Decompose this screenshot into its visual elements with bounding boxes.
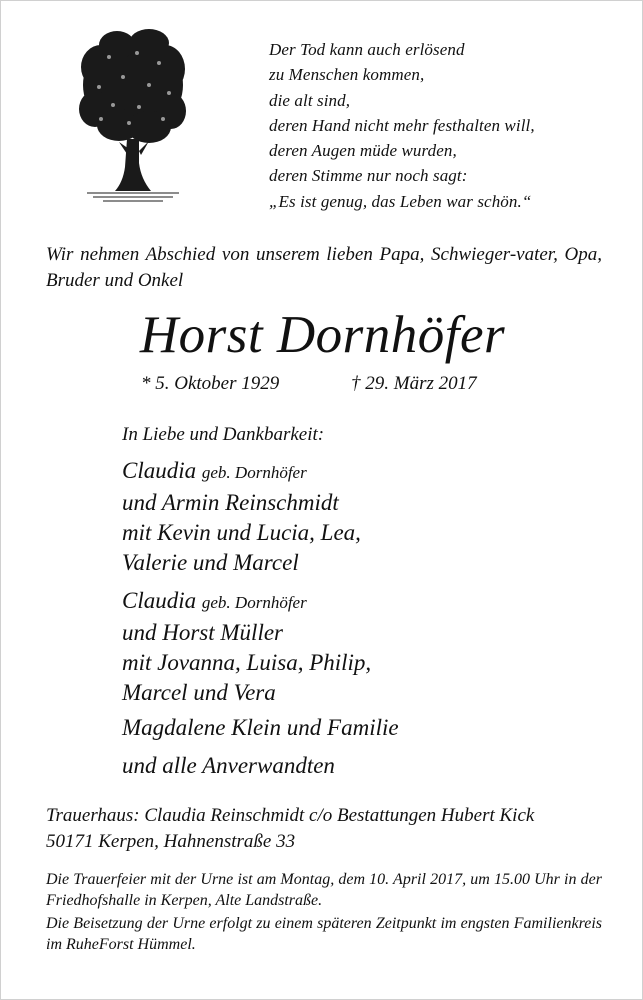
- mourner-line: mit Kevin und Lucia, Lea,: [122, 520, 361, 545]
- mourner-line: und Horst Müller: [122, 620, 283, 645]
- poem-line: zu Menschen kommen,: [269, 65, 425, 85]
- poem-line: die alt sind,: [269, 90, 351, 110]
- mourner-line: und Armin Reinschmidt: [122, 490, 339, 515]
- birth-date: * 5. Oktober 1929: [141, 373, 280, 394]
- mourner-group-2: [122, 586, 602, 708]
- mourner-line: [122, 456, 602, 488]
- farewell-text: Wir nehmen Abschied von unserem lieben Papa, Schwieger-vater, Opa, Bruder und Onkel: [46, 244, 602, 291]
- address-line: Trauerhaus: Claudia Reinschmidt c/o Bestattungen Hubert Kick: [46, 805, 535, 826]
- maiden-name: geb. Dornhöfer: [201, 593, 307, 612]
- mourner-first-name: Claudia: [122, 458, 197, 483]
- oak-tree-icon: [79, 27, 187, 205]
- death-date: † 29. März 2017: [351, 373, 477, 394]
- mourner-line: [122, 586, 602, 618]
- mourning-house-address: [46, 803, 606, 855]
- mourner-line: Marcel und Vera: [122, 680, 276, 705]
- gratitude-line: In Liebe und Dankbarkeit:: [122, 424, 325, 445]
- poem-line: Der Tod kann auch erlösend: [269, 40, 465, 59]
- poem-line: deren Hand nicht mehr festhalten will,: [269, 115, 535, 135]
- funeral-info: Die Trauerfeier mit der Urne ist am Montag, dem 10. April 2017, um 15.00 Uhr in der Friedhofshalle in Kerpen, Alte Landstraße.: [46, 871, 602, 909]
- maiden-name: geb. Dornhöfer: [201, 463, 307, 482]
- deceased-name: Horst Dornhöfer: [139, 306, 506, 364]
- mourner-line: mit Jovanna, Luisa, Philip,: [122, 650, 372, 675]
- poem-line: deren Augen müde wurden,: [269, 141, 457, 161]
- poem: [269, 37, 629, 214]
- ceremony-info: [46, 869, 602, 955]
- mourner-line: Valerie und Marcel: [122, 550, 299, 575]
- address-line: 50171 Kerpen, Hahnenstraße 33: [46, 831, 296, 852]
- mourner-group-4: und alle Anverwandten: [122, 753, 335, 778]
- poem-line: „Es ist genug, das Leben war schön.“: [269, 191, 532, 211]
- poem-line: deren Stimme nur noch sagt:: [269, 166, 468, 186]
- mourner-group-1: [122, 456, 602, 578]
- burial-info: Die Beisetzung der Urne erfolgt zu einem späteren Zeitpunkt im engsten Familienkreis im RuheForst Hümmel.: [46, 915, 602, 953]
- mourner-first-name: Claudia: [122, 588, 197, 613]
- mourner-group-3: Magdalene Klein und Familie: [122, 715, 399, 740]
